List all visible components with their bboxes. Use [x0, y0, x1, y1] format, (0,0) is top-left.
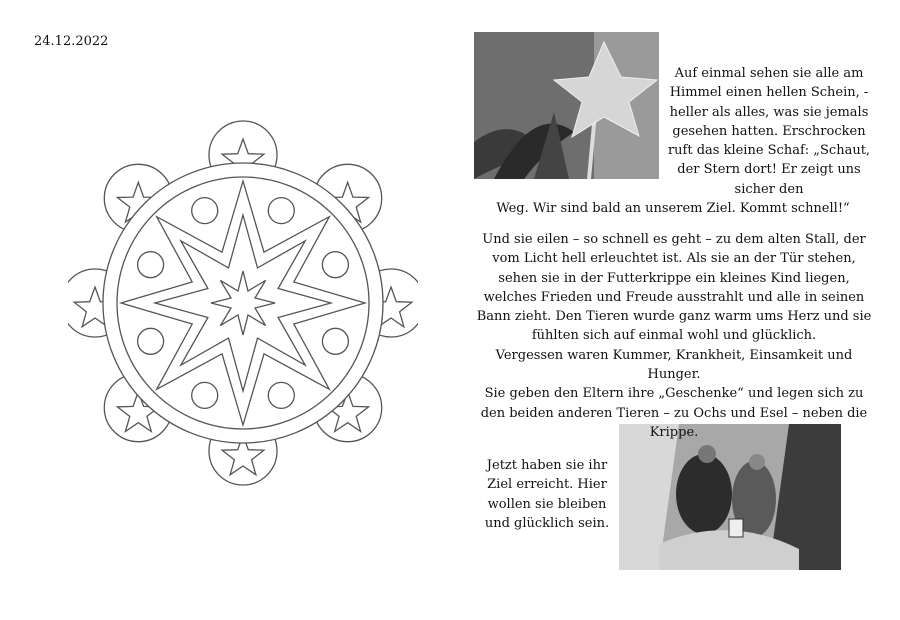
story-paragraph-gifts: Sie geben den Eltern ihre „Geschenke“ und legen sich zu den beiden anderen Tieren – zu Ochs und Esel – neben die Krippe.: [480, 386, 868, 440]
star-mandala-illustration: [68, 118, 418, 488]
mandala-small-circle: [192, 198, 218, 224]
story-closing-text: Jetzt haben sie ihr Ziel erreicht. Hier wollen sie bleiben und glücklich sein.: [484, 458, 610, 531]
date-label: 24.12.2022: [34, 34, 109, 49]
story-text-continued: Weg. Wir sind bald an unserem Ziel. Kommt schnell!“: [496, 201, 850, 216]
photo-paper-star: [474, 32, 659, 179]
story-text-beside-photo: Auf einmal sehen sie alle am Himmel einen hellen Schein, - heller als alles, was sie jemals gesehen hatten. Erschrocken ruft das kleine Schaf: „Schaut, der Stern dort! Er zeigt uns sicher den: [667, 66, 871, 197]
story-paragraph-stall: Und sie eilen – so schnell es geht – zu dem alten Stall, der vom Licht hell erleuchtet ist. Als sie an der Tür stehen, sehen sie in der Futterkrippe ein kleines Kind liegen, welches Frieden und Freude ausstrahlt und alle in seinen Bann zieht. Den Tieren wurde ganz warm ums Herz und sie fühlten sich auf einmal wohl und glücklich.: [476, 232, 872, 344]
mandala-small-circle: [268, 198, 294, 224]
mandala-small-circle: [322, 252, 348, 278]
mandala-small-circle: [192, 382, 218, 408]
story-main-text: [474, 230, 874, 442]
mandala-small-circle: [138, 328, 164, 354]
mandala-center-star: [211, 271, 275, 335]
mandala-small-circle: [322, 328, 348, 354]
story-paragraph-forgotten: Vergessen waren Kummer, Krankheit, Einsamkeit und Hunger.: [495, 347, 853, 383]
photo-nativity-scene: [619, 424, 841, 570]
mandala-small-circle: [268, 382, 294, 408]
mandala-small-circle: [138, 252, 164, 278]
